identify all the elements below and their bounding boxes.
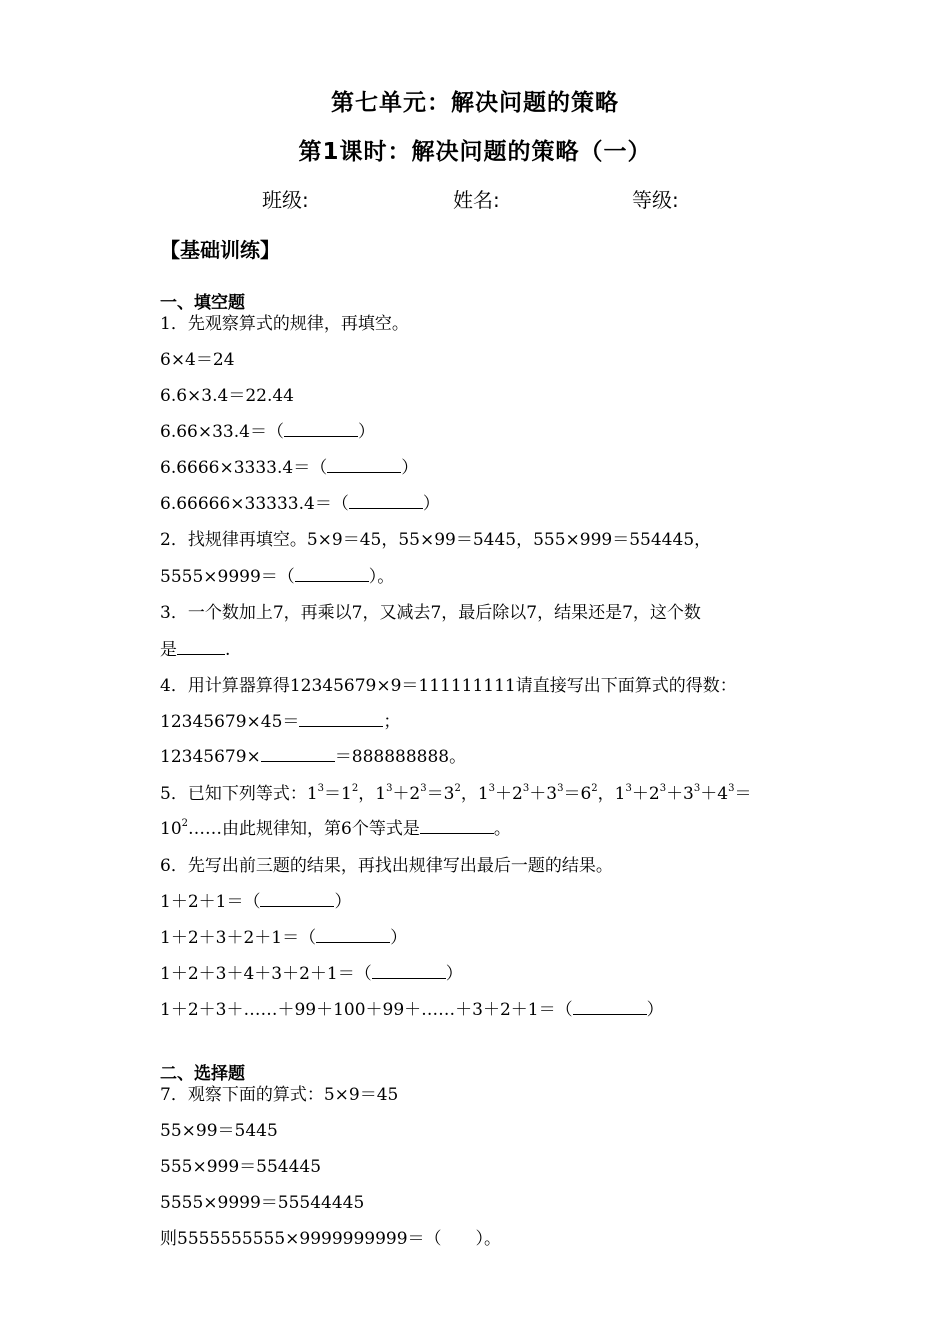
q1-line-4-text: 6.6666×3333.4＝（: [160, 458, 328, 478]
q4-line-2-text: 12345679×45＝: [160, 712, 300, 732]
q3-stem: 3．一个数加上7，再乘以7，又减去7，最后除以7，结果还是7，这个数: [160, 603, 701, 623]
q4-line-3-tail: ＝888888888。: [334, 747, 467, 767]
close-paren: ）: [646, 1000, 664, 1020]
q5-line-2-tail: 。: [493, 819, 511, 839]
q7-line-2: 555×999＝554445: [160, 1157, 322, 1177]
q4-line-2-tail: ；: [383, 712, 401, 732]
q5-stem: 5．已知下列等式：$1^3=1^2$，$1^3+2^3=3^2$，$1^3+2^3+3^3=6^2$，$1^3+2^3+3^3+4^3=$: [160, 783, 752, 804]
close-paren: ）: [401, 458, 419, 478]
part1-heading: 一、填空题: [160, 293, 245, 313]
q1-line-4: [160, 457, 418, 479]
q2-stem: 2．找规律再填空。5×9＝45，55×99＝5445，555×999＝554445，: [160, 530, 712, 550]
q3-line-2: [160, 639, 230, 661]
q1-line-5-text: 6.66666×33333.4＝（: [160, 494, 349, 514]
q5-line-2-base: 10: [160, 819, 182, 839]
q3-line-2-tail: .: [225, 640, 231, 660]
q7-line-3: 5555×9999＝55544445: [160, 1193, 365, 1213]
q5-line-2-text: ……由此规律知，第6个等式是: [188, 819, 420, 839]
answer-blank[interactable]: [573, 1000, 647, 1015]
class-label: 班级:: [262, 188, 309, 212]
answer-blank[interactable]: [316, 928, 390, 943]
name-label: 姓名:: [453, 188, 500, 212]
answer-blank[interactable]: [299, 712, 383, 727]
lesson-title: 第1课时：解决问题的策略（一）: [298, 139, 652, 165]
q6-stem: 6．先写出前三题的结果，再找出规律写出最后一题的结果。: [160, 856, 613, 876]
q1-stem: 1．先观察算式的规律，再填空。: [160, 314, 409, 334]
q4-line-2: [160, 711, 400, 733]
answer-blank[interactable]: [177, 640, 225, 655]
q6-line-4-text: 1＋2＋3＋……＋99＋100＋99＋……＋3＋2＋1＝（: [160, 1000, 573, 1020]
close-paren: ）: [357, 422, 375, 442]
close-paren: ）: [422, 494, 440, 514]
q7-line-1: 55×99＝5445: [160, 1121, 278, 1141]
q2-line-2-tail: ）。: [368, 567, 395, 587]
answer-blank[interactable]: [284, 422, 358, 437]
close-paren: ）: [334, 892, 352, 912]
q6-line-4: [160, 999, 664, 1021]
part2-heading: 二、选择题: [160, 1064, 245, 1084]
q7-stem: 7．观察下面的算式：5×9＝45: [160, 1085, 399, 1105]
q1-line-2: 6.6×3.4＝22.44: [160, 386, 294, 406]
close-paren: ）: [445, 964, 463, 984]
q1-line-5: [160, 493, 440, 515]
section-basic-training: 【基础训练】: [160, 238, 280, 262]
q3-line-2-text: 是: [160, 640, 177, 660]
answer-blank[interactable]: [260, 892, 334, 907]
q4-line-3-text: 12345679×: [160, 747, 261, 767]
q6-line-3: [160, 963, 463, 985]
q5-line-2: $10^2\dots\dots$由此规律知，第6个等式是 。: [160, 818, 511, 839]
q1-line-3: [160, 421, 375, 443]
grade-label: 等级:: [632, 188, 679, 212]
q6-line-2-text: 1＋2＋3＋2＋1＝（: [160, 928, 317, 948]
q6-line-3-text: 1＋2＋3＋4＋3＋2＋1＝（: [160, 964, 372, 984]
q1-line-1: 6×4＝24: [160, 350, 235, 370]
q2-line-2: [160, 566, 394, 588]
answer-blank[interactable]: [420, 819, 494, 834]
q6-line-2: [160, 927, 407, 949]
answer-blank[interactable]: [349, 494, 423, 509]
q5-stem-text: 5．已知下列等式：: [160, 784, 307, 804]
q2-line-2-text: 5555×9999＝（: [160, 567, 295, 587]
close-paren: ）: [390, 928, 408, 948]
unit-title: 第七单元：解决问题的策略: [331, 90, 619, 116]
q6-line-1-text: 1＋2＋1＝（: [160, 892, 261, 912]
q4-line-3: [160, 746, 466, 768]
answer-blank[interactable]: [327, 458, 401, 473]
q4-stem: 4．用计算器算得12345679×9＝111111111请直接写出下面算式的得数：: [160, 676, 737, 696]
q7-line-4: 则5555555555×9999999999＝（ ）。: [160, 1229, 502, 1249]
answer-blank[interactable]: [372, 964, 446, 979]
q1-line-3-text: 6.66×33.4＝（: [160, 422, 284, 442]
answer-blank[interactable]: [261, 747, 335, 762]
answer-blank[interactable]: [295, 567, 369, 582]
q6-line-1: [160, 891, 351, 913]
